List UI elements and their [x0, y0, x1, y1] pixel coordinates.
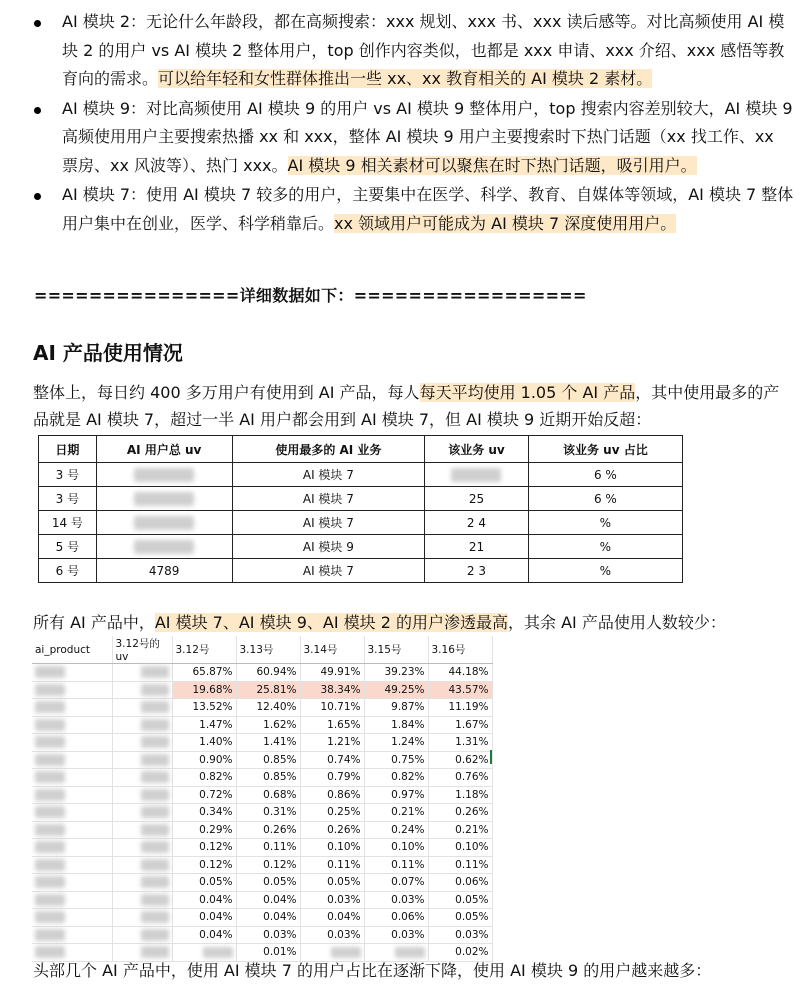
uv-cell — [112, 716, 172, 734]
table-row — [32, 821, 492, 839]
percent-cell: 0.12% — [172, 839, 236, 857]
percent-cell: 44.18% — [428, 664, 492, 682]
column-header: 3.14号 — [300, 636, 364, 664]
percent-cell: 0.05% — [172, 874, 236, 892]
column-header: 3.16号 — [428, 636, 492, 664]
product-name-cell — [32, 751, 112, 769]
percent-cell: 0.11% — [364, 856, 428, 874]
table-row — [32, 681, 492, 699]
ratio-cell: 6 % — [528, 463, 682, 487]
percent-cell: 0.85% — [236, 769, 300, 787]
ratio-cell: % — [528, 511, 682, 535]
biz-uv-cell: 2 3 — [425, 559, 529, 583]
percent-cell: 0.10% — [300, 839, 364, 857]
percent-cell: 0.12% — [172, 856, 236, 874]
percent-cell: 0.25% — [300, 804, 364, 822]
percent-cell: 43.57% — [428, 681, 492, 699]
uv-cell — [112, 874, 172, 892]
column-header: 3.12号的uv — [112, 636, 172, 664]
biz-cell: AI 模块 7 — [232, 487, 425, 511]
percent-cell: 0.21% — [428, 821, 492, 839]
percent-cell: 0.97% — [364, 786, 428, 804]
date-cell: 5 号 — [39, 535, 97, 559]
table-row — [32, 874, 492, 892]
uv-cell — [96, 487, 232, 511]
percent-cell: 0.31% — [236, 804, 300, 822]
product-name-cell — [32, 699, 112, 717]
uv-cell — [112, 839, 172, 857]
table-header-row — [39, 436, 683, 463]
bullet-highlight: AI 模块 9 相关素材可以聚焦在时下热门话题，吸引用户。 — [287, 155, 697, 175]
paragraph-highlight: AI 模块 7、AI 模块 9、AI 模块 2 的用户渗透最高 — [154, 613, 508, 632]
summary-bullets — [34, 8, 794, 239]
table-row — [32, 769, 492, 787]
table-row — [32, 664, 492, 682]
percent-cell: 0.02% — [428, 944, 492, 962]
percent-cell: 0.68% — [236, 786, 300, 804]
product-name-cell — [32, 821, 112, 839]
percent-cell: 1.84% — [364, 716, 428, 734]
percent-cell: 1.62% — [236, 716, 300, 734]
column-header: 3.12号 — [172, 636, 236, 664]
percent-cell: 11.19% — [428, 699, 492, 717]
percent-cell: 0.90% — [172, 751, 236, 769]
table-row — [32, 839, 492, 857]
biz-uv-cell: 25 — [425, 487, 529, 511]
percent-cell: 0.04% — [236, 891, 300, 909]
table-row — [32, 804, 492, 822]
percent-cell: 0.26% — [300, 821, 364, 839]
percent-cell: 0.04% — [172, 891, 236, 909]
biz-cell: AI 模块 9 — [232, 535, 425, 559]
bullet-dot-icon — [34, 193, 41, 200]
product-name-cell — [32, 856, 112, 874]
biz-uv-cell: 21 — [425, 535, 529, 559]
usage-table — [38, 435, 683, 583]
uv-cell — [112, 734, 172, 752]
bullet-dot-icon — [34, 107, 41, 114]
paragraph-text: 所有 AI 产品中， — [33, 613, 155, 632]
percent-cell: 0.82% — [172, 769, 236, 787]
percent-cell: 49.25% — [364, 681, 428, 699]
percent-cell: 0.29% — [172, 821, 236, 839]
bullet-text: AI 模块 7：使用 AI 模块 7 较多的用户，主要集中在医学、科学、教育、自媒体等领域，AI 模块 7 整体用户集中在创业，医学、科学稍靠后。 — [62, 185, 794, 233]
percent-cell: 1.40% — [172, 734, 236, 752]
percent-cell: 1.31% — [428, 734, 492, 752]
percent-cell: 13.52% — [172, 699, 236, 717]
ratio-cell: % — [528, 559, 682, 583]
percent-cell: 0.06% — [364, 909, 428, 927]
uv-cell — [112, 926, 172, 944]
percent-cell: 0.74% — [300, 751, 364, 769]
percent-cell: 39.23% — [364, 664, 428, 682]
uv-cell — [112, 699, 172, 717]
biz-uv-cell: 2 4 — [425, 511, 529, 535]
date-cell: 14 号 — [39, 511, 97, 535]
paragraph-highlight: 每天平均使用 1.05 个 AI 产品 — [419, 383, 636, 402]
table-row — [39, 463, 683, 487]
product-name-cell — [32, 734, 112, 752]
percent-cell: 0.04% — [236, 909, 300, 927]
percent-cell: 12.40% — [236, 699, 300, 717]
product-name-cell — [32, 926, 112, 944]
column-header: 使用最多的 AI 业务 — [232, 436, 425, 463]
table-row — [32, 786, 492, 804]
percent-cell: 0.82% — [364, 769, 428, 787]
percent-cell: 0.05% — [236, 874, 300, 892]
section-title: AI 产品使用情况 — [33, 341, 183, 365]
percent-cell: 0.05% — [300, 874, 364, 892]
table-row — [32, 926, 492, 944]
product-name-cell — [32, 874, 112, 892]
percent-cell: 0.03% — [236, 926, 300, 944]
table-row — [39, 511, 683, 535]
table-row — [32, 699, 492, 717]
cell-cursor — [490, 750, 492, 764]
section-divider: ===============详细数据如下：================= — [34, 286, 587, 305]
product-name-cell — [32, 769, 112, 787]
product-name-cell — [32, 839, 112, 857]
percent-cell: 1.24% — [364, 734, 428, 752]
bullet-dot-icon — [34, 20, 41, 27]
percent-cell: 0.21% — [364, 804, 428, 822]
percent-cell: 1.41% — [236, 734, 300, 752]
percent-cell: 1.18% — [428, 786, 492, 804]
percent-cell: 19.68% — [172, 681, 236, 699]
bullet-highlight: xx 领域用户可能成为 AI 模块 7 深度使用用户。 — [334, 213, 677, 233]
uv-cell — [96, 511, 232, 535]
biz-cell: AI 模块 7 — [232, 559, 425, 583]
percent-cell: 0.03% — [300, 926, 364, 944]
percent-cell: 0.01% — [236, 944, 300, 962]
product-name-cell — [32, 716, 112, 734]
column-header: 3.13号 — [236, 636, 300, 664]
uv-cell — [112, 681, 172, 699]
percent-cell: 0.04% — [172, 926, 236, 944]
column-header: 该业务 uv — [425, 436, 529, 463]
percent-cell: 0.10% — [428, 839, 492, 857]
product-name-cell — [32, 891, 112, 909]
percent-cell: 0.34% — [172, 804, 236, 822]
percent-cell: 0.03% — [364, 926, 428, 944]
percent-cell: 0.62% — [428, 751, 492, 769]
column-header: 该业务 uv 占比 — [528, 436, 682, 463]
product-name-cell — [32, 681, 112, 699]
trend-paragraph: 头部几个 AI 产品中，使用 AI 模块 7 的用户占比在逐渐下降，使用 AI 模块 9 的用户越来越多： — [33, 961, 712, 980]
uv-cell — [96, 535, 232, 559]
product-name-cell — [32, 664, 112, 682]
percent-cell: 0.03% — [364, 891, 428, 909]
overview-paragraph — [33, 379, 785, 433]
table-row — [39, 535, 683, 559]
percent-cell: 0.75% — [364, 751, 428, 769]
table-row — [39, 487, 683, 511]
uv-cell: 4789 — [96, 559, 232, 583]
percent-cell: 0.72% — [172, 786, 236, 804]
percent-cell: 0.11% — [236, 839, 300, 857]
table-row — [39, 559, 683, 583]
biz-cell: AI 模块 7 — [232, 463, 425, 487]
percent-cell: 60.94% — [236, 664, 300, 682]
table-row — [32, 751, 492, 769]
percent-cell: 0.79% — [300, 769, 364, 787]
paragraph-text: ，其余 AI 产品使用人数较少： — [507, 613, 726, 632]
percent-cell: 0.04% — [300, 909, 364, 927]
uv-cell — [112, 804, 172, 822]
percent-cell: 65.87% — [172, 664, 236, 682]
percent-cell: 0.85% — [236, 751, 300, 769]
percent-cell: 0.05% — [428, 909, 492, 927]
date-cell: 3 号 — [39, 463, 97, 487]
uv-cell — [96, 463, 232, 487]
percent-cell: 0.26% — [236, 821, 300, 839]
table-row — [32, 856, 492, 874]
percent-cell: 0.12% — [236, 856, 300, 874]
percent-cell: 1.67% — [428, 716, 492, 734]
product-name-cell — [32, 909, 112, 927]
paragraph-text: 整体上，每日约 400 多万用户有使用到 AI 产品，每人 — [33, 383, 420, 402]
column-header: 日期 — [39, 436, 97, 463]
bullet-text: AI 模块 2：无论什么年龄段，都在高频搜索：xxx 规划、xxx 书、xxx 读后感等。对比高频使用 AI 模块 2 的用户 vs AI 模块 2 整体用户，top 创作内容类似，也都是 xxx 申请、xxx 介绍、xxx 感悟等教育向的需求。 — [62, 12, 785, 88]
percent-cell: 1.65% — [300, 716, 364, 734]
percent-cell: 1.47% — [172, 716, 236, 734]
percent-cell: 0.11% — [300, 856, 364, 874]
uv-cell — [112, 909, 172, 927]
date-cell: 6 号 — [39, 559, 97, 583]
percent-cell: 0.86% — [300, 786, 364, 804]
uv-cell — [112, 751, 172, 769]
percent-cell: 9.87% — [364, 699, 428, 717]
penetration-paragraph — [33, 610, 726, 636]
percent-cell: 0.03% — [428, 926, 492, 944]
table-row — [32, 891, 492, 909]
product-share-table — [32, 636, 492, 962]
product-name-cell — [32, 804, 112, 822]
percent-cell: 0.03% — [300, 891, 364, 909]
table-header-row — [32, 636, 492, 664]
percent-cell: 0.05% — [428, 891, 492, 909]
bullet-highlight: 可以给年轻和女性群体推出一些 xx、xx 教育相关的 AI 模块 2 素材。 — [158, 69, 653, 88]
percent-cell: 0.04% — [172, 909, 236, 927]
biz-cell: AI 模块 7 — [232, 511, 425, 535]
uv-cell — [112, 786, 172, 804]
paragraph-text: ，其中使用最多的产品就是 AI 模块 7，超过一半 AI 用户都会用到 AI 模块 7，但 AI 模块 9 近期开始反超： — [33, 383, 780, 429]
uv-cell — [112, 769, 172, 787]
percent-cell: 1.21% — [300, 734, 364, 752]
percent-cell: 0.76% — [428, 769, 492, 787]
ratio-cell: 6 % — [528, 487, 682, 511]
product-name-cell — [32, 786, 112, 804]
percent-cell: 10.71% — [300, 699, 364, 717]
table-row — [32, 716, 492, 734]
percent-cell: 0.24% — [364, 821, 428, 839]
percent-cell: 0.11% — [428, 856, 492, 874]
bullet-text: AI 模块 9：对比高频使用 AI 模块 9 的用户 vs AI 模块 9 整体用户，top 搜索内容差别较大，AI 模块 9 高频使用用户主要搜索热播 xx 和 xxx，整体 AI 模块 9 用户主要搜索时下热门话题（xx 找工作、xx 票房、xx 风波等）、热门 xxx。 — [62, 98, 793, 175]
column-header: 3.15号 — [364, 636, 428, 664]
percent-cell: 0.26% — [428, 804, 492, 822]
percent-cell: 38.34% — [300, 681, 364, 699]
uv-cell — [112, 821, 172, 839]
percent-cell: 0.07% — [364, 874, 428, 892]
ratio-cell: % — [528, 535, 682, 559]
column-header: ai_product — [32, 636, 112, 664]
bullet-item — [34, 8, 794, 94]
uv-cell — [112, 891, 172, 909]
date-cell: 3 号 — [39, 487, 97, 511]
table-row — [32, 734, 492, 752]
uv-cell — [112, 856, 172, 874]
bullet-item — [34, 95, 794, 181]
percent-cell: 49.91% — [300, 664, 364, 682]
uv-cell — [112, 664, 172, 682]
percent-cell: 0.10% — [364, 839, 428, 857]
percent-cell: 25.81% — [236, 681, 300, 699]
table-row — [32, 909, 492, 927]
percent-cell: 0.06% — [428, 874, 492, 892]
biz-uv-cell — [425, 463, 529, 487]
bullet-item — [34, 181, 794, 238]
column-header: AI 用户总 uv — [96, 436, 232, 463]
